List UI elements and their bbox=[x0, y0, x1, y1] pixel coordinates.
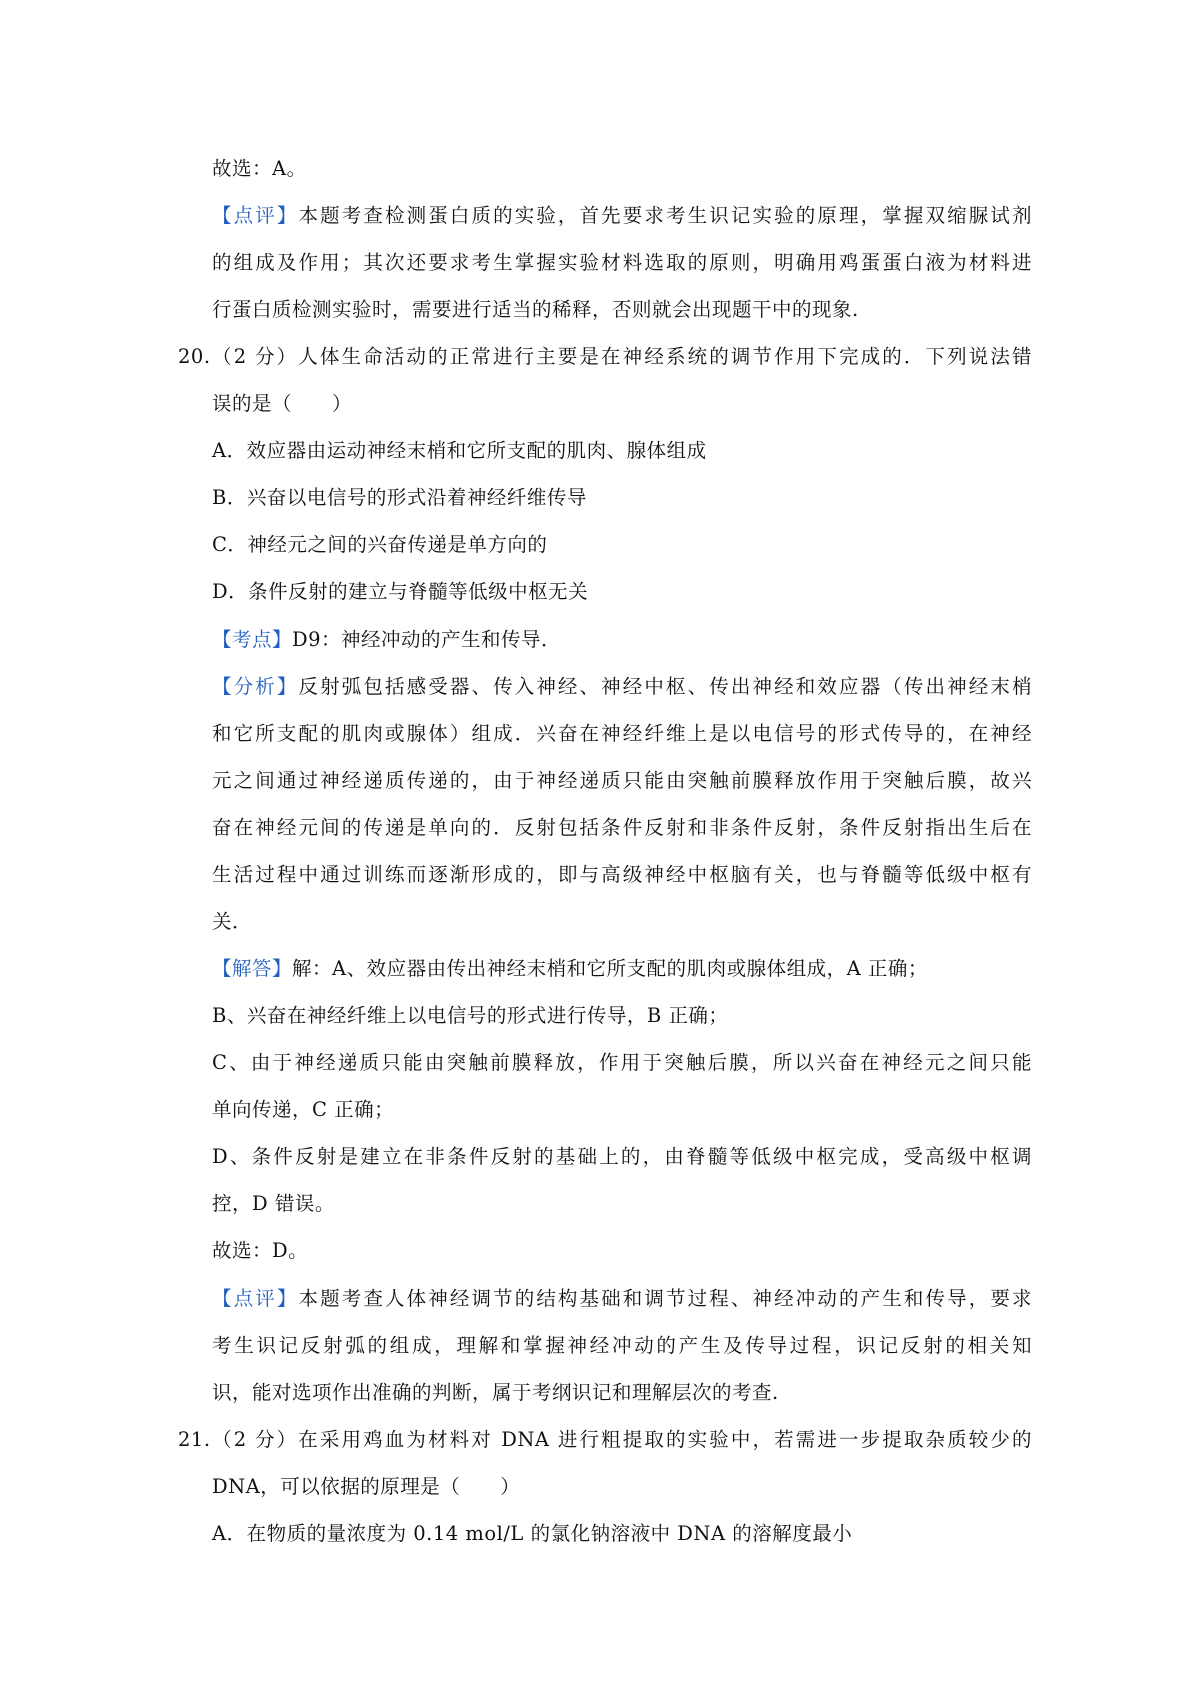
q20-option-a: A．效应器由运动神经末梢和它所支配的肌肉、腺体组成 bbox=[212, 439, 707, 462]
q20-stem-line-2: 误的是（ ） bbox=[212, 392, 353, 415]
q20-option-d: D．条件反射的建立与脊髓等低级中枢无关 bbox=[212, 580, 589, 603]
q20-solution-line-1: 【解答】解：A、效应器由传出神经末梢和它所支配的肌肉或腺体组成，A 正确； bbox=[212, 957, 928, 980]
q20-solution-line-2: B、兴奋在神经纤维上以电信号的形式进行传导，B 正确； bbox=[212, 1004, 729, 1027]
q20-analysis-line-4: 奋在神经元间的传递是单向的．反射包括条件反射和非条件反射，条件反射指出生后在 bbox=[212, 816, 1032, 839]
q20-solution-line-4: 单向传递，C 正确； bbox=[212, 1098, 395, 1121]
q20-analysis-line-6: 关． bbox=[212, 910, 253, 933]
q21-number: 21. bbox=[178, 1428, 211, 1451]
q21-option-a: A．在物质的量浓度为 0.14 mol/L 的氯化钠溶液中 DNA 的溶解度最小 bbox=[212, 1522, 853, 1545]
q19-comment-line-1: 【点评】本题考查检测蛋白质的实验，首先要求考生识记实验的原理，掌握双缩脲试剂 bbox=[212, 204, 1032, 227]
q20-solution-line-6: 控，D 错误。 bbox=[212, 1192, 335, 1215]
q21-stem-line-1: 21.（2 分）在采用鸡血为材料对 DNA 进行粗提取的实验中，若需进一步提取杂质较少的 bbox=[178, 1428, 1032, 1451]
q20-analysis-line-2: 和它所支配的肌肉或腺体）组成．兴奋在神经纤维上是以电信号的形式传导的，在神经 bbox=[212, 722, 1032, 745]
q19-answer: 故选：A。 bbox=[212, 157, 307, 180]
q19-comment-line-3: 行蛋白质检测实验时，需要进行适当的稀释，否则就会出现题干中的现象. bbox=[212, 298, 859, 321]
q20-point: 【考点】D9：神经冲动的产生和传导． bbox=[212, 628, 562, 651]
comment-tag: 【点评】 bbox=[212, 204, 299, 227]
q20-analysis-line-3: 元之间通过神经递质传递的，由于神经递质只能由突触前膜释放作用于突触后膜，故兴 bbox=[212, 769, 1032, 792]
q20-option-c: C．神经元之间的兴奋传递是单方向的 bbox=[212, 533, 548, 556]
q20-analysis-line-1: 【分析】反射弧包括感受器、传入神经、神经中枢、传出神经和效应器（传出神经末梢 bbox=[212, 675, 1032, 698]
q20-solution-line-3: C、由于神经递质只能由突触前膜释放，作用于突触后膜，所以兴奋在神经元之间只能 bbox=[212, 1051, 1032, 1074]
q20-comment-line-1: 【点评】本题考查人体神经调节的结构基础和调节过程、神经冲动的产生和传导，要求 bbox=[212, 1287, 1032, 1310]
q21-stem-line-2: DNA，可以依据的原理是（ ） bbox=[212, 1475, 521, 1498]
solution-tag: 【解答】 bbox=[212, 957, 293, 980]
q20-analysis-line-5: 生活过程中通过训练而逐渐形成的，即与高级神经中枢脑有关，也与脊髓等低级中枢有 bbox=[212, 863, 1032, 886]
q20-solution-line-5: D、条件反射是建立在非条件反射的基础上的，由脊髓等低级中枢完成，受高级中枢调 bbox=[212, 1145, 1032, 1168]
q20-option-b: B．兴奋以电信号的形式沿着神经纤维传导 bbox=[212, 486, 587, 509]
q20-stem-line-1: 20.（2 分）人体生命活动的正常进行主要是在神经系统的调节作用下完成的．下列说法错 bbox=[178, 345, 1032, 368]
q20-comment-line-3: 识，能对选项作出准确的判断，属于考纲识记和理解层次的考查. bbox=[212, 1381, 779, 1404]
point-tag: 【考点】 bbox=[212, 628, 293, 651]
q19-comment-line-2: 的组成及作用；其次还要求考生掌握实验材料选取的原则，明确用鸡蛋蛋白液为材料进 bbox=[212, 251, 1032, 274]
analysis-tag: 【分析】 bbox=[212, 675, 299, 698]
q20-solution-line-7: 故选：D。 bbox=[212, 1239, 309, 1262]
q20-number: 20. bbox=[178, 345, 211, 368]
comment-tag: 【点评】 bbox=[212, 1287, 299, 1310]
q20-comment-line-2: 考生识记反射弧的组成，理解和掌握神经冲动的产生及传导过程，识记反射的相关知 bbox=[212, 1334, 1032, 1357]
